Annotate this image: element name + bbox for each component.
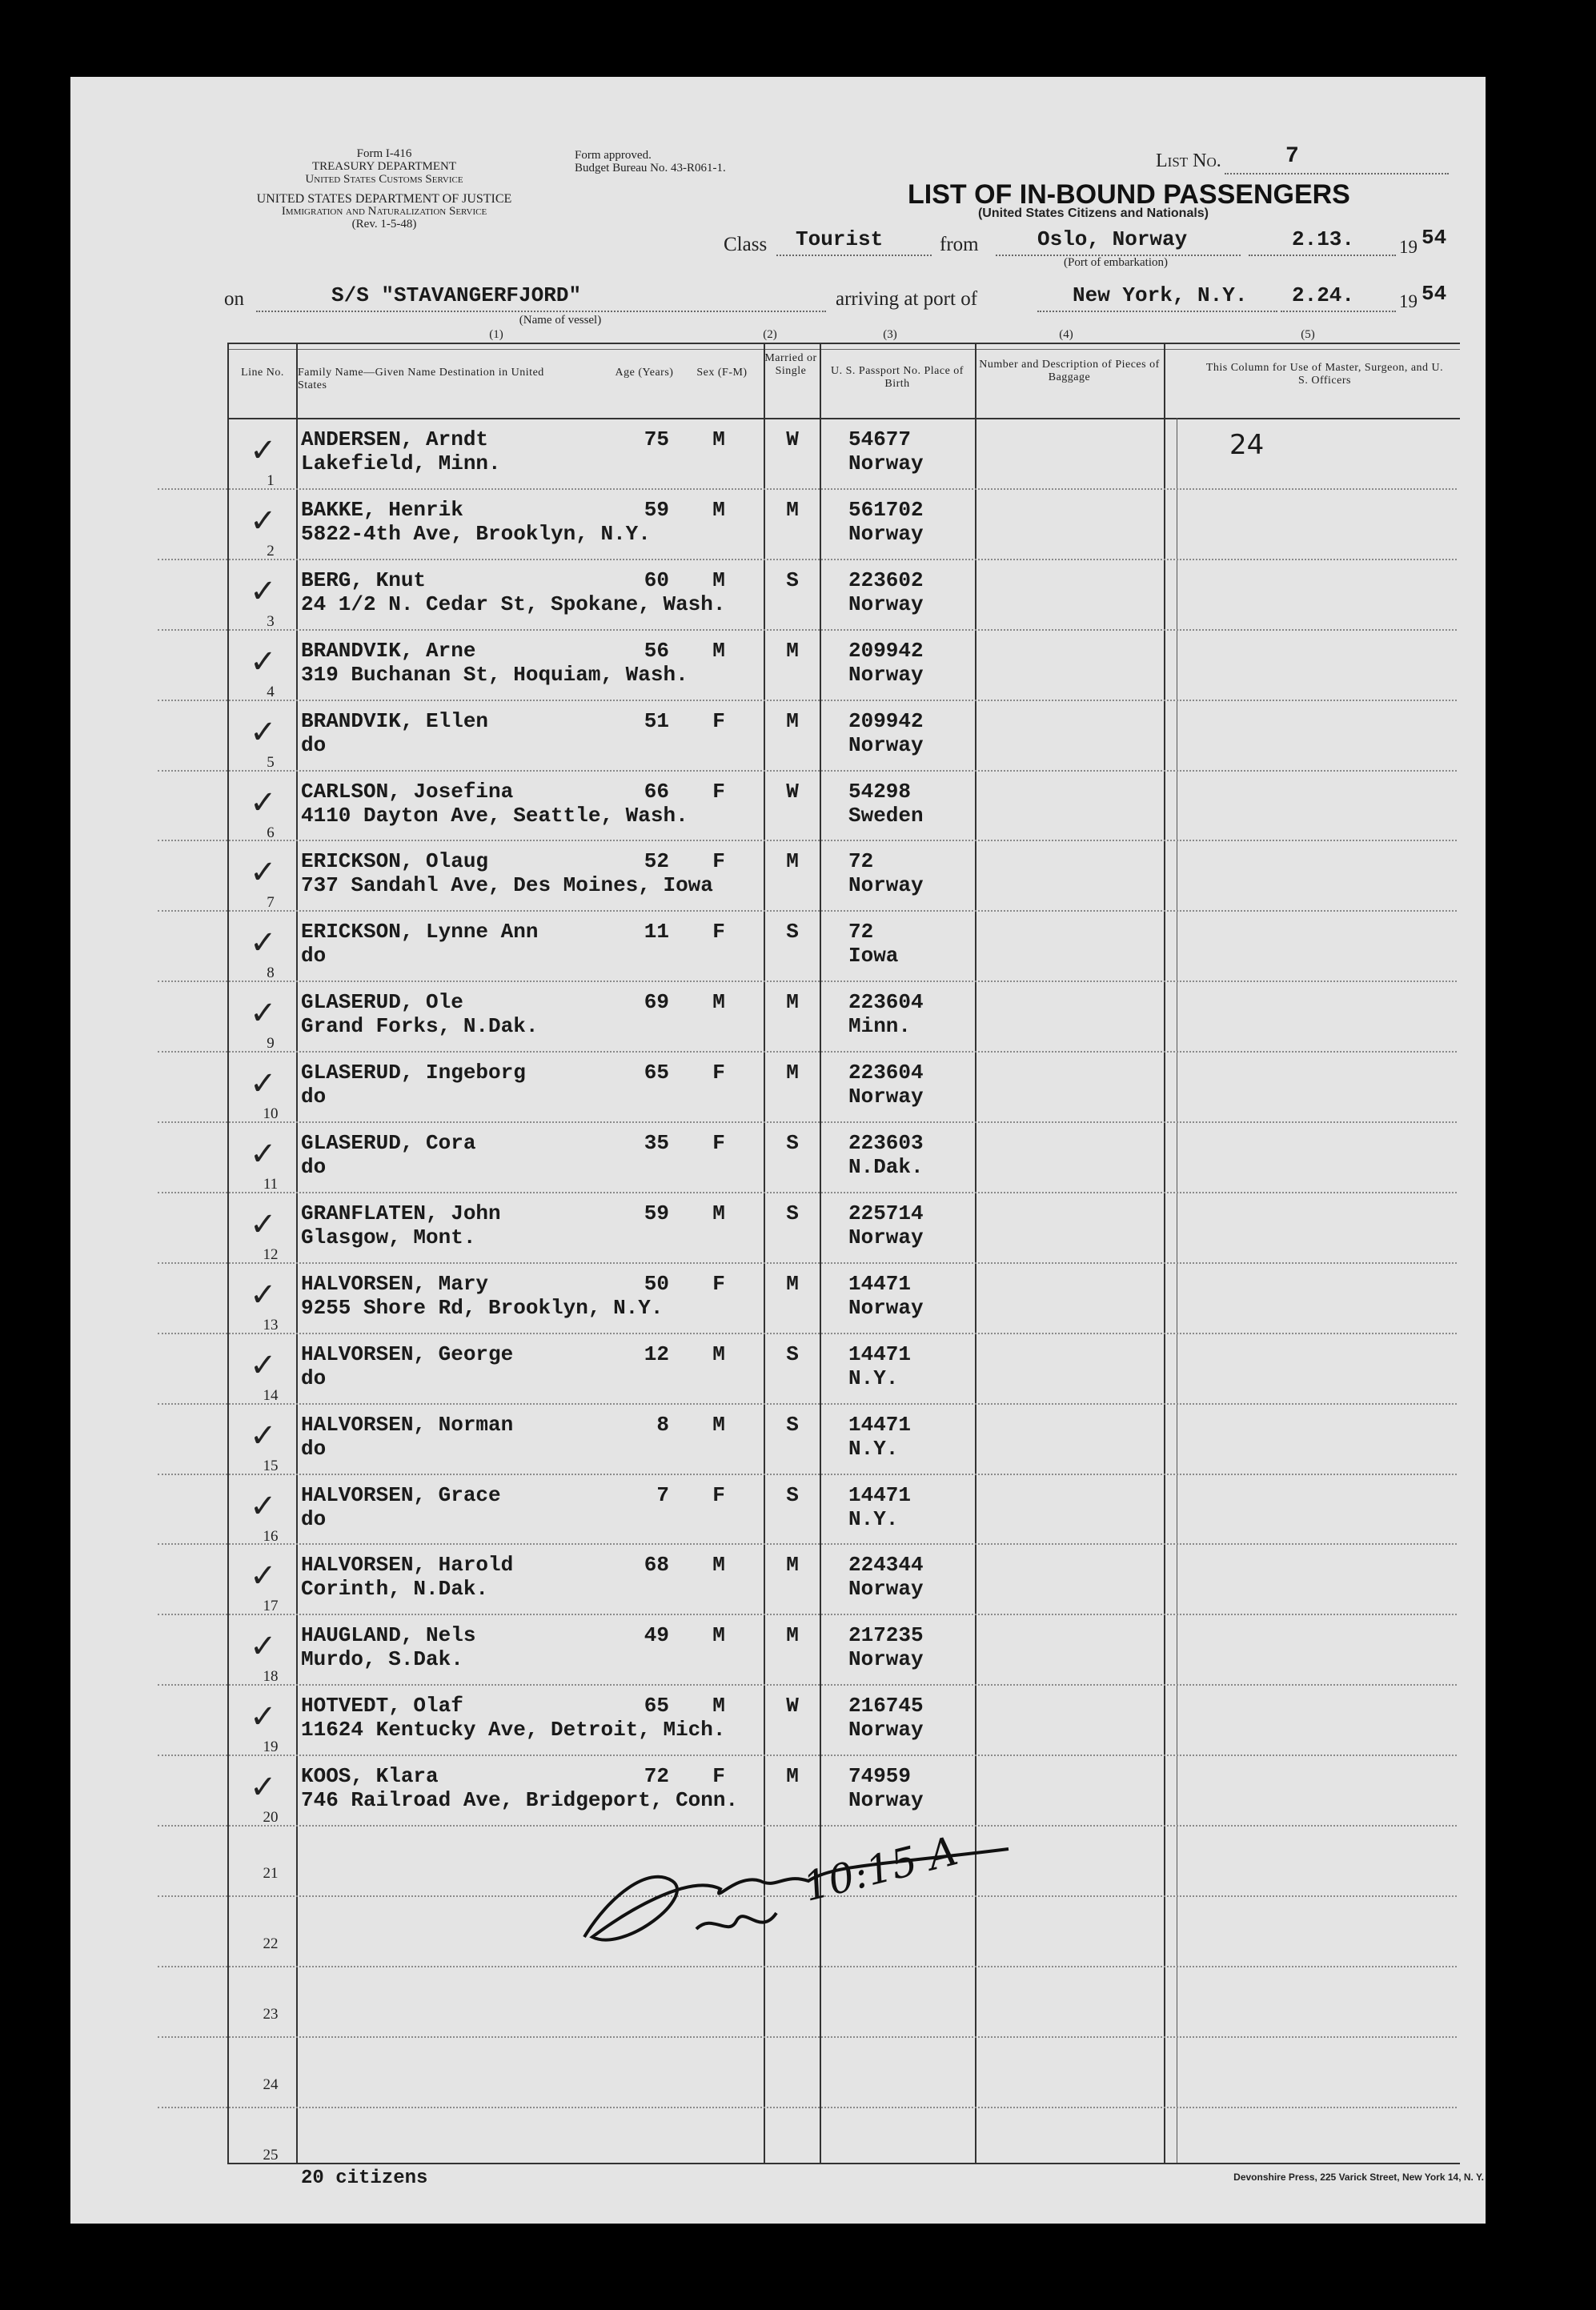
passenger-marital-status: M — [786, 1271, 799, 1296]
col-num-5: (5) — [1301, 328, 1315, 341]
handwritten-time: 10:15 A — [798, 1827, 963, 1911]
passenger-sex: F — [712, 779, 725, 804]
passport-number: 209942 — [848, 638, 924, 663]
passenger-age: 11 — [644, 920, 669, 944]
class-value: Tourist — [796, 227, 884, 251]
check-mark-icon: ✓ — [250, 1698, 277, 1736]
passport-number: 14471 — [848, 1482, 912, 1507]
passenger-destination: do — [301, 732, 327, 757]
passenger-age: 59 — [644, 497, 669, 522]
passenger-age: 65 — [644, 1694, 669, 1718]
passenger-marital-status: M — [786, 990, 799, 1015]
passenger-name: HALVORSEN, Grace — [301, 1482, 501, 1507]
passenger-name: HOTVEDT, Olaf — [301, 1694, 463, 1718]
from-label: from — [940, 234, 979, 255]
row-divider — [158, 2107, 1457, 2109]
passenger-name: BRANDVIK, Ellen — [301, 708, 489, 733]
check-mark-icon: ✓ — [250, 502, 277, 539]
passenger-age: 51 — [644, 708, 669, 733]
passport-number: 216745 — [848, 1694, 924, 1718]
passenger-age: 65 — [644, 1061, 669, 1085]
line-number: 15 — [263, 1457, 279, 1474]
page-subtitle: (United States Citizens and Nationals) — [977, 207, 1209, 220]
passenger-destination: 5822-4th Ave, Brooklyn, N.Y. — [301, 521, 651, 546]
passenger-age: 69 — [644, 990, 669, 1015]
check-mark-icon: ✓ — [250, 995, 277, 1033]
passport-number: 14471 — [848, 1271, 912, 1296]
passenger-marital-status: S — [786, 920, 799, 944]
passenger-marital-status: S — [786, 1201, 799, 1225]
place-of-birth: Norway — [848, 873, 924, 898]
from-value: Oslo, Norway — [1037, 227, 1188, 251]
passenger-name: BAKKE, Henrik — [301, 497, 463, 522]
row-divider — [158, 770, 1457, 772]
line-number: 1 — [267, 472, 275, 489]
passenger-name: GLASERUD, Cora — [301, 1131, 476, 1155]
passenger-name: BRANDVIK, Arne — [301, 638, 476, 663]
passport-number: 14471 — [848, 1412, 912, 1437]
passenger-destination: 11624 Kentucky Ave, Detroit, Mich. — [301, 1718, 726, 1743]
passenger-age: 35 — [644, 1131, 669, 1155]
check-mark-icon: ✓ — [250, 1558, 277, 1595]
col-header-married: Married or Single — [764, 352, 817, 377]
passenger-name: CARLSON, Josefina — [301, 779, 514, 804]
dept-treasury: TREASURY DEPARTMENT — [311, 160, 457, 173]
place-of-birth: Norway — [848, 451, 924, 475]
row-divider — [158, 488, 1457, 491]
check-mark-icon: ✓ — [250, 1136, 277, 1173]
passenger-marital-status: M — [786, 708, 799, 733]
list-no-value: 7 — [1285, 144, 1299, 169]
line-number: 9 — [267, 1035, 275, 1053]
line-number: 14 — [263, 1386, 279, 1404]
row-divider — [158, 700, 1457, 702]
passenger-sex: M — [712, 427, 725, 451]
col-num-1: (1) — [489, 328, 503, 341]
col-header-age: Age (Years) — [615, 367, 674, 379]
check-mark-icon: ✓ — [250, 1769, 277, 1807]
printer-imprint: Devonshire Press, 225 Varick Street, New York 14, N. Y. — [1233, 2172, 1484, 2183]
dept-ins: Immigration and Naturalization Service — [281, 205, 487, 218]
row-divider — [158, 1403, 1457, 1406]
form-approved: Form approved. — [575, 149, 652, 162]
line-number: 11 — [263, 1176, 279, 1193]
row-divider — [158, 981, 1457, 983]
passenger-age: 52 — [644, 849, 669, 874]
passenger-name: GLASERUD, Ole — [301, 990, 463, 1015]
check-mark-icon: ✓ — [250, 1346, 277, 1384]
passenger-marital-status: S — [786, 1412, 799, 1437]
passenger-destination: do — [301, 1366, 327, 1390]
col-header-baggage: Number and Description of Pieces of Baggage — [979, 359, 1160, 383]
arrival-port: New York, N.Y. — [1073, 283, 1248, 307]
check-mark-icon: ✓ — [250, 1487, 277, 1525]
passenger-destination: Lakefield, Minn. — [301, 451, 501, 475]
line-number: 5 — [267, 753, 275, 771]
line-number: 16 — [263, 1527, 279, 1545]
passport-number: 223604 — [848, 1061, 924, 1085]
passenger-name: HALVORSEN, Mary — [301, 1271, 489, 1296]
passenger-name: HAUGLAND, Nels — [301, 1623, 476, 1648]
col-header-sex: Sex (F-M) — [696, 367, 748, 379]
passenger-name: BERG, Knut — [301, 567, 427, 592]
passenger-sex: M — [712, 1623, 725, 1648]
passenger-destination: do — [301, 1436, 327, 1461]
place-of-birth: Norway — [848, 732, 924, 757]
row-divider — [158, 1192, 1457, 1194]
check-mark-icon: ✓ — [250, 432, 277, 469]
place-of-birth: N.Dak. — [848, 1155, 924, 1179]
depart-year: 54 — [1422, 226, 1447, 250]
passenger-age: 66 — [644, 779, 669, 804]
row-divider — [158, 1333, 1457, 1335]
passport-number: 72 — [848, 920, 874, 944]
place-of-birth: Iowa — [848, 944, 899, 969]
passenger-sex: F — [712, 1482, 725, 1507]
passenger-sex: M — [712, 567, 725, 592]
check-mark-icon: ✓ — [250, 1276, 277, 1313]
citizens-count: 20 citizens — [301, 2168, 428, 2189]
line-number: 13 — [263, 1316, 279, 1333]
passport-number: 223604 — [848, 990, 924, 1015]
row-divider — [158, 629, 1457, 632]
line-number: 22 — [263, 1935, 279, 1952]
place-of-birth: Norway — [848, 1225, 924, 1249]
passenger-marital-status: M — [786, 497, 799, 522]
row-divider — [158, 840, 1457, 842]
passport-number: 225714 — [848, 1201, 924, 1225]
line-number: 12 — [263, 1245, 279, 1263]
place-of-birth: Norway — [848, 662, 924, 687]
passport-number: 54677 — [848, 427, 912, 451]
line-number: 24 — [263, 2075, 279, 2093]
form-revision: (Rev. 1-5-48) — [351, 218, 417, 231]
passenger-destination: 24 1/2 N. Cedar St, Spokane, Wash. — [301, 592, 726, 616]
passenger-marital-status: M — [786, 849, 799, 874]
line-number: 4 — [267, 683, 275, 700]
line-number: 6 — [267, 824, 275, 841]
place-of-birth: Norway — [848, 1085, 924, 1109]
col-header-passport: U. S. Passport No. Place of Birth — [831, 365, 964, 390]
check-mark-icon: ✓ — [250, 1065, 277, 1103]
vessel-caption: (Name of vessel) — [519, 314, 602, 327]
line-number: 7 — [267, 894, 275, 912]
passenger-destination: Corinth, N.Dak. — [301, 1577, 489, 1602]
passport-number: 561702 — [848, 497, 924, 522]
passenger-destination: do — [301, 944, 327, 969]
passenger-destination: 737 Sandahl Ave, Des Moines, Iowa — [301, 873, 713, 898]
place-of-birth: N.Y. — [848, 1366, 899, 1390]
row-divider — [158, 1121, 1457, 1124]
passenger-marital-status: M — [786, 1764, 799, 1789]
arrival-year: 54 — [1422, 282, 1447, 306]
passenger-sex: M — [712, 1694, 725, 1718]
passenger-sex: F — [712, 920, 725, 944]
passenger-sex: M — [712, 497, 725, 522]
check-mark-icon: ✓ — [250, 1628, 277, 1666]
place-of-birth: Sweden — [848, 803, 924, 828]
passenger-sex: M — [712, 990, 725, 1015]
passenger-marital-status: S — [786, 1341, 799, 1366]
place-of-birth: Norway — [848, 1295, 924, 1320]
row-divider — [158, 1543, 1457, 1546]
passenger-marital-status: M — [786, 1623, 799, 1648]
vessel-name: S/S "STAVANGERFJORD" — [331, 283, 582, 307]
passenger-sex: M — [712, 1553, 725, 1578]
row-divider — [158, 559, 1457, 561]
passenger-sex: M — [712, 1412, 725, 1437]
check-mark-icon: ✓ — [250, 784, 277, 821]
line-number: 19 — [263, 1739, 279, 1756]
passport-number: 224344 — [848, 1553, 924, 1578]
passenger-name: HALVORSEN, George — [301, 1341, 514, 1366]
passport-number: 54298 — [848, 779, 912, 804]
passenger-sex: M — [712, 1201, 725, 1225]
passenger-age: 12 — [644, 1341, 669, 1366]
col-num-4: (4) — [1059, 328, 1073, 341]
passenger-destination: 9255 Shore Rd, Brooklyn, N.Y. — [301, 1295, 664, 1320]
passenger-age: 8 — [656, 1412, 669, 1437]
passenger-destination: 319 Buchanan St, Hoquiam, Wash. — [301, 662, 688, 687]
row-divider — [158, 2036, 1457, 2039]
line-number: 23 — [263, 2005, 279, 2023]
passenger-name: ERICKSON, Olaug — [301, 849, 489, 874]
row-divider — [158, 1474, 1457, 1476]
passenger-age: 75 — [644, 427, 669, 451]
passenger-name: ERICKSON, Lynne Ann — [301, 920, 539, 944]
arriving-label: arriving at port of — [836, 288, 978, 310]
passenger-marital-status: S — [786, 1482, 799, 1507]
port-embark-caption: (Port of embarkation) — [1064, 256, 1168, 269]
line-number: 17 — [263, 1598, 279, 1615]
passenger-age: 68 — [644, 1553, 669, 1578]
passenger-marital-status: W — [786, 1694, 799, 1718]
row-divider — [158, 1614, 1457, 1616]
place-of-birth: Norway — [848, 521, 924, 546]
passenger-age: 7 — [656, 1482, 669, 1507]
passenger-sex: M — [712, 638, 725, 663]
arrival-date: 2.24. — [1292, 283, 1355, 307]
line-number: 18 — [263, 1668, 279, 1686]
line-number: 8 — [267, 965, 275, 982]
place-of-birth: Norway — [848, 1577, 924, 1602]
passenger-name: HALVORSEN, Harold — [301, 1553, 514, 1578]
passenger-marital-status: M — [786, 1553, 799, 1578]
passenger-age: 56 — [644, 638, 669, 663]
passenger-sex: F — [712, 1131, 725, 1155]
arrival-year-prefix: 19 — [1399, 291, 1418, 311]
passenger-name: GLASERUD, Ingeborg — [301, 1061, 526, 1085]
passenger-sex: F — [712, 708, 725, 733]
passport-number: 223602 — [848, 567, 924, 592]
col-header-line: Line No. — [241, 367, 284, 379]
place-of-birth: Norway — [848, 1718, 924, 1743]
col-header-name: Family Name—Given Name Destination in United States — [298, 367, 544, 391]
page-title: LIST OF IN-BOUND PASSENGERS — [908, 179, 1350, 210]
passenger-age: 49 — [644, 1623, 669, 1648]
passenger-marital-status: W — [786, 779, 799, 804]
line-number: 10 — [263, 1105, 279, 1123]
line-number: 2 — [267, 542, 275, 559]
col-num-2: (2) — [763, 328, 777, 341]
passenger-name: ANDERSEN, Arndt — [301, 427, 489, 451]
passenger-marital-status: S — [786, 567, 799, 592]
line-number: 20 — [263, 1809, 279, 1827]
passport-number: 14471 — [848, 1341, 912, 1366]
passenger-sex: F — [712, 849, 725, 874]
place-of-birth: N.Y. — [848, 1506, 899, 1531]
budget-bureau: Budget Bureau No. 43-R061-1. — [575, 162, 726, 174]
row-divider — [158, 910, 1457, 912]
place-of-birth: Norway — [848, 1647, 924, 1672]
passenger-destination: do — [301, 1085, 327, 1109]
line-number: 21 — [263, 1865, 279, 1882]
place-of-birth: Minn. — [848, 1014, 912, 1039]
dept-customs: United States Customs Service — [305, 173, 463, 186]
list-no-label: List No. — [1156, 150, 1221, 171]
form-number: Form I-416 — [356, 147, 412, 160]
passport-number: 74959 — [848, 1764, 912, 1789]
check-mark-icon: ✓ — [250, 713, 277, 751]
check-mark-icon: ✓ — [250, 1417, 277, 1454]
passport-number: 217235 — [848, 1623, 924, 1648]
row-divider — [158, 1755, 1457, 1757]
passport-number: 209942 — [848, 708, 924, 733]
passenger-name: KOOS, Klara — [301, 1764, 439, 1789]
place-of-birth: Norway — [848, 592, 924, 616]
place-of-birth: Norway — [848, 1788, 924, 1813]
passenger-marital-status: M — [786, 638, 799, 663]
passenger-destination: do — [301, 1506, 327, 1531]
on-label: on — [224, 288, 244, 310]
passenger-sex: F — [712, 1061, 725, 1085]
passenger-marital-status: M — [786, 1061, 799, 1085]
check-mark-icon: ✓ — [250, 643, 277, 680]
passport-number: 223603 — [848, 1131, 924, 1155]
line-number: 25 — [263, 2146, 279, 2164]
place-of-birth: N.Y. — [848, 1436, 899, 1461]
check-mark-icon: ✓ — [250, 924, 277, 962]
check-mark-icon: ✓ — [250, 854, 277, 892]
officer-note: 24 — [1229, 429, 1265, 461]
check-mark-icon: ✓ — [250, 572, 277, 610]
passenger-age: 50 — [644, 1271, 669, 1296]
passenger-sex: F — [712, 1271, 725, 1296]
row-divider — [158, 1684, 1457, 1686]
passenger-age: 59 — [644, 1201, 669, 1225]
passenger-sex: F — [712, 1764, 725, 1789]
row-divider — [158, 1262, 1457, 1265]
signature-handwriting — [576, 1817, 1025, 1969]
passenger-sex: M — [712, 1341, 725, 1366]
depart-year-prefix: 19 — [1399, 237, 1418, 257]
departure-date: 2.13. — [1292, 227, 1355, 251]
passenger-destination: Murdo, S.Dak. — [301, 1647, 463, 1672]
passenger-age: 60 — [644, 567, 669, 592]
check-mark-icon: ✓ — [250, 1205, 277, 1243]
passenger-destination: 4110 Dayton Ave, Seattle, Wash. — [301, 803, 688, 828]
passenger-destination: Glasgow, Mont. — [301, 1225, 476, 1249]
passenger-destination: 746 Railroad Ave, Bridgeport, Conn. — [301, 1788, 739, 1813]
passenger-destination: do — [301, 1155, 327, 1179]
passenger-marital-status: S — [786, 1131, 799, 1155]
line-number: 3 — [267, 612, 275, 630]
passenger-destination: Grand Forks, N.Dak. — [301, 1014, 539, 1039]
passenger-name: HALVORSEN, Norman — [301, 1412, 514, 1437]
class-label: Class — [724, 234, 768, 255]
passenger-marital-status: W — [786, 427, 799, 451]
passport-number: 72 — [848, 849, 874, 874]
passenger-name: GRANFLATEN, John — [301, 1201, 501, 1225]
col-header-officers: This Column for Use of Master, Surgeon, and U. S. Officers — [1205, 362, 1444, 387]
passenger-age: 72 — [644, 1764, 669, 1789]
dept-justice: UNITED STATES DEPARTMENT OF JUSTICE — [256, 192, 512, 206]
col-num-3: (3) — [883, 328, 897, 341]
row-divider — [158, 1051, 1457, 1053]
